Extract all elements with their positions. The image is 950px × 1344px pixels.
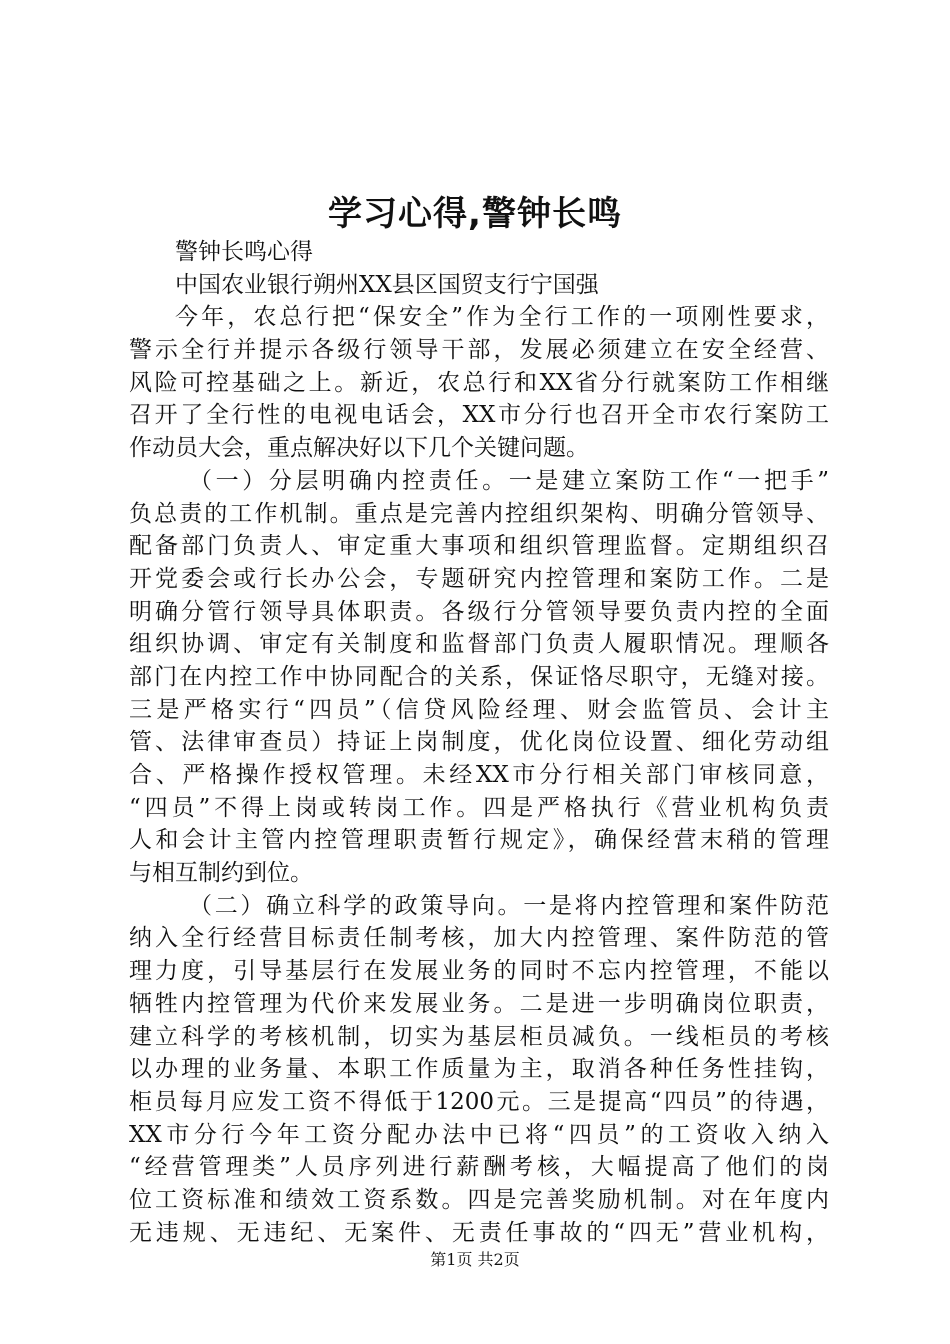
text-line: 合、严格操作授权管理。未经XX市分行相关部门审核同意， — [129, 762, 829, 788]
document-title: 学习心得,警钟长鸣 — [328, 194, 622, 234]
text-line: 作动员大会，重点解决好以下几个关键问题。 — [129, 435, 589, 462]
text-line: 风险可控基础之上。新近，农总行和XX省分行就案防工作相继 — [129, 369, 829, 396]
text-line: 三是严格实行“四员”（信贷风险经理、财会监管员、会计主 — [129, 696, 829, 723]
subtitle-line: 警钟长鸣心得 — [175, 239, 313, 265]
text-line: 召开了全行性的电视电话会，XX市分行也召开全市农行案防工 — [129, 402, 829, 429]
text-line: 纳入全行经营目标责任制考核，加大内控管理、案件防范的管 — [129, 925, 829, 952]
text-line: 牺牲内控管理为代价来发展业务。二是进一步明确岗位职责， — [129, 990, 829, 1017]
text-line: 与相互制约到位。 — [129, 860, 313, 887]
text-line: 警示全行并提示各级行领导干部，发展必须建立在安全经营、 — [129, 337, 829, 364]
author-line: 中国农业银行朔州XX县区国贸支行宁国强 — [175, 271, 599, 298]
text-line: （一）分层明确内控责任。一是建立案防工作“一把手” — [189, 467, 829, 494]
text-line: 无违规、无违纪、无案件、无责任事故的“四无”营业机构， — [129, 1219, 829, 1246]
page-number-footer: 第1页 共2页 — [430, 1250, 520, 1269]
text-line: 理力度，引导基层行在发展业务的同时不忘内控管理，不能以 — [129, 958, 829, 985]
text-line: 以办理的业务量、本职工作质量为主，取消各种任务性挂钩， — [129, 1056, 829, 1083]
text-line: “经营管理类”人员序列进行薪酬考核，大幅提高了他们的岗 — [129, 1154, 829, 1181]
text-line: 组织协调、审定有关制度和监督部门负责人履职情况。理顺各 — [129, 631, 829, 658]
text-line: “四员”不得上岗或转岗工作。四是严格执行《营业机构负责 — [129, 794, 829, 821]
document-body — [129, 236, 829, 1249]
text-line: 开党委会或行长办公会，专题研究内控管理和案防工作。二是 — [129, 565, 829, 592]
text-line: 位工资标准和绩效工资系数。四是完善奖励机制。对在年度内 — [129, 1186, 829, 1213]
text-line: 配备部门负责人、审定重大事项和组织管理监督。定期组织召 — [129, 533, 829, 560]
text-line: XX市分行今年工资分配办法中已将“四员”的工资收入纳入 — [129, 1121, 829, 1148]
text-line: 明确分管行领导具体职责。各级行分管领导要负责内控的全面 — [129, 598, 829, 625]
text-line: 管、法律审查员）持证上岗制度，优化岗位设置、细化劳动组 — [129, 729, 829, 756]
text-line: 柜员每月应发工资不得低于1200元。三是提高“四员”的待遇， — [129, 1088, 829, 1115]
text-line: 负总责的工作机制。重点是完善内控组织架构、明确分管领导、 — [129, 500, 829, 527]
text-line: 今年，农总行把“保安全”作为全行工作的一项刚性要求， — [175, 304, 829, 331]
text-line: 人和会计主管内控管理职责暂行规定》，确保经营末稍的管理 — [129, 827, 829, 854]
text-line: 建立科学的考核机制，切实为基层柜员减负。一线柜员的考核 — [129, 1023, 829, 1050]
text-line: （二）确立科学的政策导向。一是将内控管理和案件防范 — [189, 892, 829, 919]
text-line: 部门在内控工作中协同配合的关系，保证恪尽职守，无缝对接。 — [129, 663, 829, 690]
